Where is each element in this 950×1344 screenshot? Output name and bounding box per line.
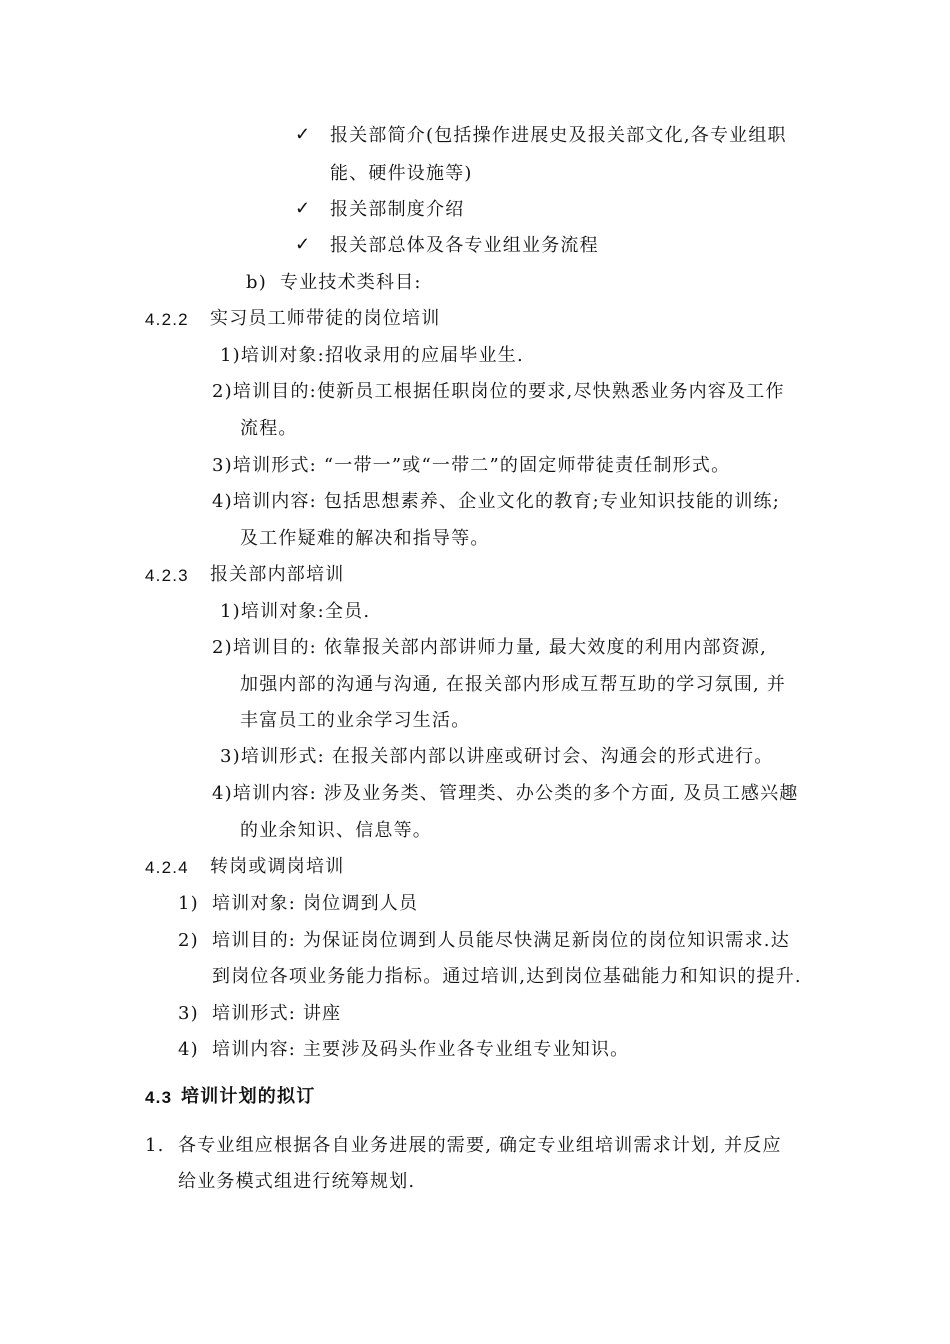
list-item: 4)培训内容: 包括思想素养、企业文化的教育;专业知识技能的训练; bbox=[212, 491, 780, 512]
list-item: 培训对象: 岗位调到人员 bbox=[212, 893, 419, 914]
list-item-cont: 的业余知识、信息等。 bbox=[240, 820, 432, 841]
list-label: 2) bbox=[178, 930, 199, 951]
section-title: 报关部内部培训 bbox=[210, 564, 345, 585]
list-item-cont: 及工作疑难的解决和指导等。 bbox=[240, 528, 490, 549]
list-item: 培训内容: 主要涉及码头作业各专业组专业知识。 bbox=[212, 1039, 630, 1060]
section-number: 4.2.2 bbox=[145, 310, 189, 329]
paragraph-line: 给业务模式组进行统筹规划. bbox=[178, 1171, 416, 1192]
list-item: 2)培训目的: 依靠报关部内部讲师力量, 最大效度的利用内部资源, bbox=[212, 637, 768, 658]
list-item-cont: 流程。 bbox=[240, 418, 298, 439]
list-item: 培训形式: 讲座 bbox=[212, 1003, 342, 1024]
list-item: 4)培训内容: 涉及业务类、管理类、办公类的多个方面, 及员工感兴趣 bbox=[212, 783, 799, 804]
paragraph-line: 各专业组应根据各自业务进展的需要, 确定专业组培训需求计划, 并反应 bbox=[178, 1135, 782, 1156]
list-item-cont: 加强内部的沟通与沟通, 在报关部内形成互帮互助的学习氛围, 并 bbox=[240, 674, 787, 695]
list-item: 2)培训目的:使新员工根据任职岗位的要求,尽快熟悉业务内容及工作 bbox=[212, 381, 785, 402]
section-number: 4.2.3 bbox=[145, 566, 189, 585]
list-item: 3)培训形式: 在报关部内部以讲座或研讨会、沟通会的形式进行。 bbox=[220, 746, 774, 767]
section-title: 培训计划的拟订 bbox=[181, 1086, 316, 1107]
list-label: b) bbox=[246, 272, 267, 293]
section-title: 实习员工师带徒的岗位培训 bbox=[210, 308, 441, 329]
list-text: 专业技术类科目: bbox=[280, 272, 422, 293]
list-label: 1) bbox=[178, 893, 199, 914]
list-label: 3) bbox=[178, 1003, 199, 1024]
checkmark-icon: ✓ bbox=[295, 124, 311, 145]
list-label: 4) bbox=[178, 1039, 199, 1060]
list-item: 1)培训对象:全员. bbox=[220, 601, 371, 622]
bullet-text: 报关部总体及各专业组业务流程 bbox=[330, 235, 599, 256]
checkmark-icon: ✓ bbox=[295, 198, 311, 219]
list-item: 培训目的: 为保证岗位调到人员能尽快满足新岗位的岗位知识需求.达 bbox=[212, 930, 790, 951]
checkmark-icon: ✓ bbox=[295, 234, 311, 255]
bullet-text: 报关部简介(包括操作进展史及报关部文化,各专业组职 bbox=[330, 125, 787, 146]
bullet-text: 能、硬件设施等) bbox=[330, 163, 473, 184]
section-number: 4.2.4 bbox=[145, 858, 189, 877]
list-item: 3)培训形式: “一带一”或“一带二”的固定师带徒责任制形式。 bbox=[212, 455, 731, 476]
list-item: 1)培训对象:招收录用的应届毕业生. bbox=[220, 345, 524, 366]
list-item-cont: 到岗位各项业务能力指标。通过培训,达到岗位基础能力和知识的提升. bbox=[212, 966, 802, 987]
section-title: 转岗或调岗培训 bbox=[210, 856, 345, 877]
section-number: 4.3 bbox=[145, 1088, 173, 1107]
bullet-text: 报关部制度介绍 bbox=[330, 199, 465, 220]
list-label: 1. bbox=[145, 1135, 165, 1156]
list-item-cont: 丰富员工的业余学习生活。 bbox=[240, 710, 471, 731]
